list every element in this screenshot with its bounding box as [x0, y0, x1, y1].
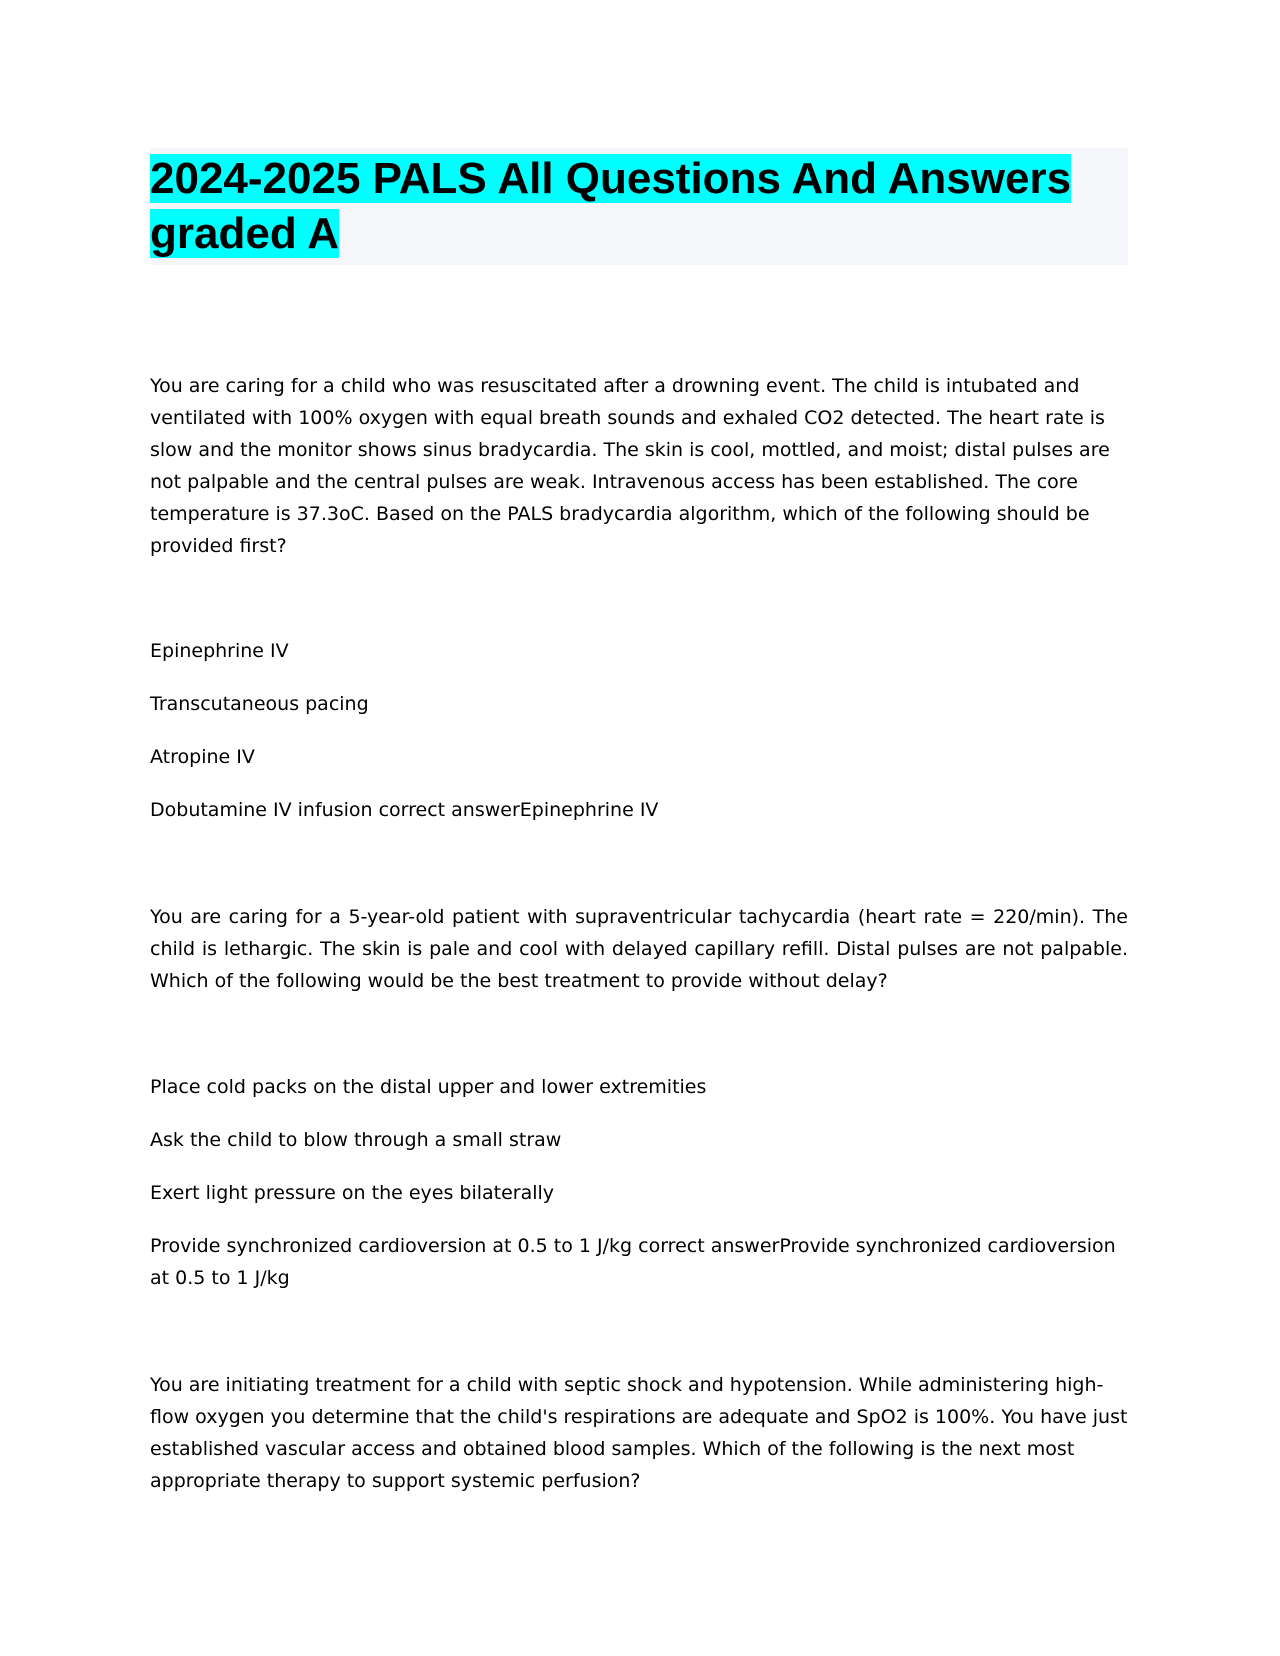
question-1-option-1: Epinephrine IV [150, 640, 289, 662]
document-title [150, 148, 1128, 261]
question-3-prompt: You are initiating treatment for a child with septic shock and hypotension. While administering high-flow oxygen you determine that the child's respirations are adequate and SpO2 is 100%. You have just established vascular access and obtained blood samples. Which of the following is the next most appropriate therapy to support systemic perfusion? [150, 1374, 1128, 1492]
question-2-option-2: Ask the child to blow through a small straw [150, 1129, 562, 1151]
question-1-option-3: Atropine IV [150, 746, 255, 768]
document-title-text: 2024-2025 PALS All Questions And Answers graded A [150, 154, 1072, 258]
question-1-option-2: Transcutaneous pacing [150, 693, 369, 715]
question-2-prompt: You are caring for a 5-year-old patient with supraventricular tachycardia (heart rate = 220/min). The child is lethargic. The skin is pale and cool with delayed capillary refill. Distal pulses are not palpable. Which of the following would be the best treatment to provide without delay? [150, 906, 1128, 992]
question-1-option-4: Dobutamine IV infusion correct answerEpinephrine IV [150, 799, 659, 821]
question-2-option-1: Place cold packs on the distal upper and lower extremities [150, 1076, 707, 1098]
question-1-prompt: You are caring for a child who was resuscitated after a drowning event. The child is intubated and ventilated with 100% oxygen with equal breath sounds and exhaled CO2 detected. The heart rate is slow and the monitor shows sinus bradycardia. The skin is cool, mottled, and moist; distal pulses are not palpable and the central pulses are weak. Intravenous access has been established. The core temperature is 37.3oC. Based on the PALS bradycardia algorithm, which of the following should be provided first? [150, 375, 1110, 557]
question-2-option-3: Exert light pressure on the eyes bilaterally [150, 1182, 555, 1204]
question-2-option-4: Provide synchronized cardioversion at 0.5 to 1 J/kg correct answerProvide synchronized cardioversion at 0.5 to 1 J/kg [150, 1235, 1116, 1289]
title-block [150, 148, 1128, 265]
